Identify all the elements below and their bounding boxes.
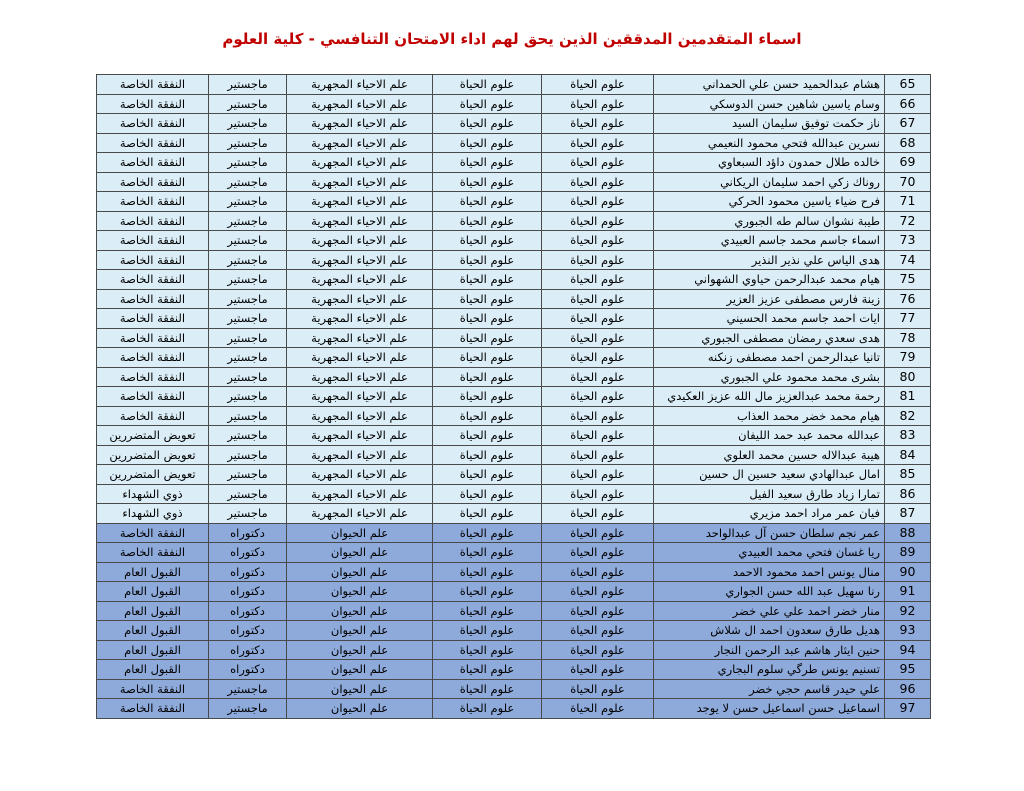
branch-cell: علم الاحياء المجهرية	[287, 406, 433, 426]
department-cell: علوم الحياة	[542, 192, 654, 212]
department-cell: علوم الحياة	[542, 270, 654, 290]
table-row	[97, 309, 931, 329]
department-cell: علوم الحياة	[542, 94, 654, 114]
specialization-cell: علوم الحياة	[433, 328, 542, 348]
row-number: 82	[885, 406, 931, 426]
degree-cell: دكتوراه	[209, 601, 287, 621]
specialization-cell: علوم الحياة	[433, 133, 542, 153]
degree-cell: ماجستير	[209, 406, 287, 426]
row-number: 65	[885, 75, 931, 95]
degree-cell: دكتوراه	[209, 582, 287, 602]
degree-cell: ماجستير	[209, 94, 287, 114]
admission-channel-cell: ذوي الشهداء	[97, 484, 209, 504]
table-row	[97, 465, 931, 485]
degree-cell: ماجستير	[209, 289, 287, 309]
branch-cell: علم الاحياء المجهرية	[287, 387, 433, 407]
branch-cell: علم الاحياء المجهرية	[287, 192, 433, 212]
admission-channel-cell: النفقة الخاصة	[97, 289, 209, 309]
table-row	[97, 348, 931, 368]
department-cell: علوم الحياة	[542, 504, 654, 524]
department-cell: علوم الحياة	[542, 211, 654, 231]
candidate-name: ناز حكمت توفيق سليمان السيد	[654, 114, 885, 134]
table-row	[97, 679, 931, 699]
table-row	[97, 231, 931, 251]
degree-cell: ماجستير	[209, 348, 287, 368]
specialization-cell: علوم الحياة	[433, 484, 542, 504]
row-number: 94	[885, 640, 931, 660]
department-cell: علوم الحياة	[542, 75, 654, 95]
department-cell: علوم الحياة	[542, 621, 654, 641]
candidate-name: نسرين عبدالله فتحي محمود النعيمي	[654, 133, 885, 153]
degree-cell: ماجستير	[209, 192, 287, 212]
branch-cell: علم الاحياء المجهرية	[287, 445, 433, 465]
branch-cell: علم الاحياء المجهرية	[287, 328, 433, 348]
department-cell: علوم الحياة	[542, 114, 654, 134]
specialization-cell: علوم الحياة	[433, 699, 542, 719]
candidate-name: طيبة نشوان سالم طه الجبوري	[654, 211, 885, 231]
branch-cell: علم الحيوان	[287, 640, 433, 660]
specialization-cell: علوم الحياة	[433, 289, 542, 309]
specialization-cell: علوم الحياة	[433, 543, 542, 563]
table-row	[97, 387, 931, 407]
row-number: 93	[885, 621, 931, 641]
row-number: 75	[885, 270, 931, 290]
candidate-name: عبدالله محمد عبد حمد الليفان	[654, 426, 885, 446]
branch-cell: علم الاحياء المجهرية	[287, 348, 433, 368]
candidate-name: هيبة عبدالاله حسين محمد العلوي	[654, 445, 885, 465]
admission-channel-cell: النفقة الخاصة	[97, 387, 209, 407]
table-row	[97, 153, 931, 173]
branch-cell: علم الاحياء المجهرية	[287, 504, 433, 524]
row-number: 90	[885, 562, 931, 582]
table-row	[97, 192, 931, 212]
degree-cell: ماجستير	[209, 153, 287, 173]
degree-cell: ماجستير	[209, 484, 287, 504]
candidate-name: روناك زكي احمد سليمان الريكاني	[654, 172, 885, 192]
table-row	[97, 133, 931, 153]
candidate-name: رحمة محمد عبدالعزيز مال الله عزيز العكيدي	[654, 387, 885, 407]
candidate-name: هدى سعدي رمضان مصطفى الجبوري	[654, 328, 885, 348]
row-number: 77	[885, 309, 931, 329]
degree-cell: ماجستير	[209, 367, 287, 387]
candidate-name: تانيا عبدالرحمن احمد مصطفى زنكنه	[654, 348, 885, 368]
department-cell: علوم الحياة	[542, 133, 654, 153]
candidate-name: هشام عبدالحميد حسن علي الحمداني	[654, 75, 885, 95]
branch-cell: علم الاحياء المجهرية	[287, 211, 433, 231]
admission-channel-cell: النفقة الخاصة	[97, 114, 209, 134]
branch-cell: علم الاحياء المجهرية	[287, 270, 433, 290]
department-cell: علوم الحياة	[542, 523, 654, 543]
department-cell: علوم الحياة	[542, 543, 654, 563]
table-row	[97, 445, 931, 465]
candidate-name: فيان عمر مراد احمد مزيري	[654, 504, 885, 524]
admission-channel-cell: النفقة الخاصة	[97, 153, 209, 173]
department-cell: علوم الحياة	[542, 426, 654, 446]
row-number: 78	[885, 328, 931, 348]
degree-cell: ماجستير	[209, 114, 287, 134]
specialization-cell: علوم الحياة	[433, 601, 542, 621]
specialization-cell: علوم الحياة	[433, 387, 542, 407]
branch-cell: علم الحيوان	[287, 621, 433, 641]
department-cell: علوم الحياة	[542, 640, 654, 660]
admission-channel-cell: النفقة الخاصة	[97, 172, 209, 192]
department-cell: علوم الحياة	[542, 328, 654, 348]
candidate-name: هيام محمد عبدالرحمن حياوي الشهواني	[654, 270, 885, 290]
specialization-cell: علوم الحياة	[433, 426, 542, 446]
table-row	[97, 426, 931, 446]
branch-cell: علم الحيوان	[287, 523, 433, 543]
specialization-cell: علوم الحياة	[433, 445, 542, 465]
branch-cell: علم الاحياء المجهرية	[287, 133, 433, 153]
admission-channel-cell: تعويض المتضررين	[97, 465, 209, 485]
degree-cell: ماجستير	[209, 699, 287, 719]
admission-channel-cell: النفقة الخاصة	[97, 75, 209, 95]
page-title: اسماء المتقدمين المدققين الذين يحق لهم اداء الامتحان التنافسي - كلية العلوم	[222, 30, 802, 48]
specialization-cell: علوم الحياة	[433, 231, 542, 251]
department-cell: علوم الحياة	[542, 699, 654, 719]
department-cell: علوم الحياة	[542, 348, 654, 368]
department-cell: علوم الحياة	[542, 231, 654, 251]
row-number: 74	[885, 250, 931, 270]
table-row	[97, 640, 931, 660]
department-cell: علوم الحياة	[542, 289, 654, 309]
specialization-cell: علوم الحياة	[433, 523, 542, 543]
branch-cell: علم الاحياء المجهرية	[287, 172, 433, 192]
degree-cell: ماجستير	[209, 270, 287, 290]
row-number: 81	[885, 387, 931, 407]
table-row	[97, 75, 931, 95]
row-number: 88	[885, 523, 931, 543]
candidate-name: فرح ضياء ياسين محمود الحركي	[654, 192, 885, 212]
admission-channel-cell: القبول العام	[97, 582, 209, 602]
degree-cell: ماجستير	[209, 211, 287, 231]
specialization-cell: علوم الحياة	[433, 679, 542, 699]
row-number: 83	[885, 426, 931, 446]
row-number: 80	[885, 367, 931, 387]
degree-cell: دكتوراه	[209, 543, 287, 563]
row-number: 85	[885, 465, 931, 485]
admission-channel-cell: النفقة الخاصة	[97, 348, 209, 368]
row-number: 89	[885, 543, 931, 563]
department-cell: علوم الحياة	[542, 445, 654, 465]
admission-channel-cell: النفقة الخاصة	[97, 679, 209, 699]
degree-cell: ماجستير	[209, 231, 287, 251]
candidate-name: امال عبدالهادي سعيد حسين ال حسين	[654, 465, 885, 485]
table-row	[97, 270, 931, 290]
table-row	[97, 504, 931, 524]
row-number: 79	[885, 348, 931, 368]
specialization-cell: علوم الحياة	[433, 153, 542, 173]
row-number: 87	[885, 504, 931, 524]
row-number: 71	[885, 192, 931, 212]
candidate-name: بشرى محمد محمود علي الجبوري	[654, 367, 885, 387]
candidate-name: هديل طارق سعدون احمد ال شلاش	[654, 621, 885, 641]
admission-channel-cell: القبول العام	[97, 660, 209, 680]
row-number: 76	[885, 289, 931, 309]
specialization-cell: علوم الحياة	[433, 211, 542, 231]
table-row	[97, 94, 931, 114]
admission-channel-cell: القبول العام	[97, 621, 209, 641]
candidate-name: تسنيم يونس طرگي سلوم البجاري	[654, 660, 885, 680]
table-row	[97, 601, 931, 621]
admission-channel-cell: النفقة الخاصة	[97, 192, 209, 212]
specialization-cell: علوم الحياة	[433, 75, 542, 95]
table-row	[97, 660, 931, 680]
branch-cell: علم الاحياء المجهرية	[287, 426, 433, 446]
candidate-name: هيام محمد خضر محمد العذاب	[654, 406, 885, 426]
table-row	[97, 484, 931, 504]
branch-cell: علم الاحياء المجهرية	[287, 465, 433, 485]
admission-channel-cell: تعويض المتضررين	[97, 426, 209, 446]
candidate-name: تمارا زياد طارق سعيد الفيل	[654, 484, 885, 504]
candidate-name: اسماعيل حسن اسماعيل حسن لا يوجد	[654, 699, 885, 719]
admission-channel-cell: النفقة الخاصة	[97, 231, 209, 251]
degree-cell: دكتوراه	[209, 660, 287, 680]
row-number: 95	[885, 660, 931, 680]
department-cell: علوم الحياة	[542, 562, 654, 582]
branch-cell: علم الاحياء المجهرية	[287, 367, 433, 387]
specialization-cell: علوم الحياة	[433, 250, 542, 270]
table-row	[97, 367, 931, 387]
row-number: 84	[885, 445, 931, 465]
candidate-name: حنين ايثار هاشم عبد الرحمن النجار	[654, 640, 885, 660]
branch-cell: علم الاحياء المجهرية	[287, 114, 433, 134]
row-number: 68	[885, 133, 931, 153]
degree-cell: ماجستير	[209, 172, 287, 192]
branch-cell: علم الحيوان	[287, 660, 433, 680]
row-number: 69	[885, 153, 931, 173]
branch-cell: علم الحيوان	[287, 601, 433, 621]
degree-cell: ماجستير	[209, 309, 287, 329]
department-cell: علوم الحياة	[542, 582, 654, 602]
specialization-cell: علوم الحياة	[433, 660, 542, 680]
candidate-name: منار خضر احمد علي علي خضر	[654, 601, 885, 621]
department-cell: علوم الحياة	[542, 406, 654, 426]
degree-cell: دكتوراه	[209, 621, 287, 641]
table-row	[97, 543, 931, 563]
department-cell: علوم الحياة	[542, 309, 654, 329]
branch-cell: علم الحيوان	[287, 699, 433, 719]
degree-cell: ماجستير	[209, 445, 287, 465]
department-cell: علوم الحياة	[542, 484, 654, 504]
specialization-cell: علوم الحياة	[433, 504, 542, 524]
department-cell: علوم الحياة	[542, 465, 654, 485]
table-row	[97, 406, 931, 426]
branch-cell: علم الاحياء المجهرية	[287, 94, 433, 114]
branch-cell: علم الاحياء المجهرية	[287, 484, 433, 504]
admission-channel-cell: النفقة الخاصة	[97, 94, 209, 114]
row-number: 96	[885, 679, 931, 699]
degree-cell: ماجستير	[209, 75, 287, 95]
branch-cell: علم الحيوان	[287, 582, 433, 602]
degree-cell: ماجستير	[209, 426, 287, 446]
row-number: 67	[885, 114, 931, 134]
degree-cell: ماجستير	[209, 679, 287, 699]
table-row	[97, 328, 931, 348]
admission-channel-cell: النفقة الخاصة	[97, 133, 209, 153]
specialization-cell: علوم الحياة	[433, 562, 542, 582]
candidate-name: ايات احمد جاسم محمد الحسيني	[654, 309, 885, 329]
table-row	[97, 211, 931, 231]
degree-cell: ماجستير	[209, 504, 287, 524]
specialization-cell: علوم الحياة	[433, 640, 542, 660]
department-cell: علوم الحياة	[542, 679, 654, 699]
specialization-cell: علوم الحياة	[433, 270, 542, 290]
branch-cell: علم الاحياء المجهرية	[287, 153, 433, 173]
candidate-name: عمر نجم سلطان حسن آل عبدالواحد	[654, 523, 885, 543]
table-row	[97, 582, 931, 602]
department-cell: علوم الحياة	[542, 172, 654, 192]
specialization-cell: علوم الحياة	[433, 621, 542, 641]
table-row	[97, 114, 931, 134]
admission-channel-cell: النفقة الخاصة	[97, 699, 209, 719]
candidate-name: علي حيدر قاسم حجي خضر	[654, 679, 885, 699]
candidates-table	[96, 74, 931, 719]
degree-cell: ماجستير	[209, 387, 287, 407]
department-cell: علوم الحياة	[542, 601, 654, 621]
specialization-cell: علوم الحياة	[433, 367, 542, 387]
table-row	[97, 699, 931, 719]
branch-cell: علم الاحياء المجهرية	[287, 75, 433, 95]
table-row	[97, 562, 931, 582]
row-number: 66	[885, 94, 931, 114]
admission-channel-cell: النفقة الخاصة	[97, 270, 209, 290]
department-cell: علوم الحياة	[542, 250, 654, 270]
branch-cell: علم الحيوان	[287, 543, 433, 563]
admission-channel-cell: النفقة الخاصة	[97, 250, 209, 270]
row-number: 92	[885, 601, 931, 621]
admission-channel-cell: القبول العام	[97, 601, 209, 621]
branch-cell: علم الاحياء المجهرية	[287, 309, 433, 329]
degree-cell: ماجستير	[209, 465, 287, 485]
department-cell: علوم الحياة	[542, 153, 654, 173]
admission-channel-cell: القبول العام	[97, 562, 209, 582]
degree-cell: ماجستير	[209, 133, 287, 153]
admission-channel-cell: النفقة الخاصة	[97, 211, 209, 231]
admission-channel-cell: النفقة الخاصة	[97, 328, 209, 348]
candidate-name: ريا غسان فتحي محمد العبيدي	[654, 543, 885, 563]
admission-channel-cell: النفقة الخاصة	[97, 367, 209, 387]
specialization-cell: علوم الحياة	[433, 94, 542, 114]
specialization-cell: علوم الحياة	[433, 309, 542, 329]
department-cell: علوم الحياة	[542, 387, 654, 407]
candidate-name: زينة فارس مصطفى عزيز العزير	[654, 289, 885, 309]
candidate-name: رنا سهيل عبد الله حسن الجواري	[654, 582, 885, 602]
degree-cell: دكتوراه	[209, 640, 287, 660]
admission-channel-cell: ذوي الشهداء	[97, 504, 209, 524]
branch-cell: علم الاحياء المجهرية	[287, 289, 433, 309]
department-cell: علوم الحياة	[542, 660, 654, 680]
candidate-name: اسماء جاسم محمد جاسم العبيدي	[654, 231, 885, 251]
row-number: 72	[885, 211, 931, 231]
candidate-name: وسام ياسين شاهين حسن الدوسكي	[654, 94, 885, 114]
row-number: 97	[885, 699, 931, 719]
row-number: 86	[885, 484, 931, 504]
degree-cell: ماجستير	[209, 250, 287, 270]
specialization-cell: علوم الحياة	[433, 114, 542, 134]
specialization-cell: علوم الحياة	[433, 172, 542, 192]
admission-channel-cell: النفقة الخاصة	[97, 523, 209, 543]
candidate-name: خالده طلال حمدون داؤد السبعاوي	[654, 153, 885, 173]
candidate-name: هدى الياس علي نذير النذير	[654, 250, 885, 270]
branch-cell: علم الحيوان	[287, 679, 433, 699]
branch-cell: علم الاحياء المجهرية	[287, 231, 433, 251]
table-row	[97, 523, 931, 543]
admission-channel-cell: القبول العام	[97, 640, 209, 660]
table-row	[97, 289, 931, 309]
specialization-cell: علوم الحياة	[433, 465, 542, 485]
admission-channel-cell: النفقة الخاصة	[97, 406, 209, 426]
row-number: 73	[885, 231, 931, 251]
row-number: 91	[885, 582, 931, 602]
specialization-cell: علوم الحياة	[433, 192, 542, 212]
degree-cell: دكتوراه	[209, 562, 287, 582]
candidate-name: منال يونس احمد محمود الاحمد	[654, 562, 885, 582]
degree-cell: دكتوراه	[209, 523, 287, 543]
row-number: 70	[885, 172, 931, 192]
table-row	[97, 172, 931, 192]
table-row	[97, 621, 931, 641]
admission-channel-cell: تعويض المتضررين	[97, 445, 209, 465]
table-row	[97, 250, 931, 270]
admission-channel-cell: النفقة الخاصة	[97, 309, 209, 329]
specialization-cell: علوم الحياة	[433, 582, 542, 602]
specialization-cell: علوم الحياة	[433, 348, 542, 368]
department-cell: علوم الحياة	[542, 367, 654, 387]
branch-cell: علم الاحياء المجهرية	[287, 250, 433, 270]
degree-cell: ماجستير	[209, 328, 287, 348]
specialization-cell: علوم الحياة	[433, 406, 542, 426]
admission-channel-cell: النفقة الخاصة	[97, 543, 209, 563]
branch-cell: علم الحيوان	[287, 562, 433, 582]
